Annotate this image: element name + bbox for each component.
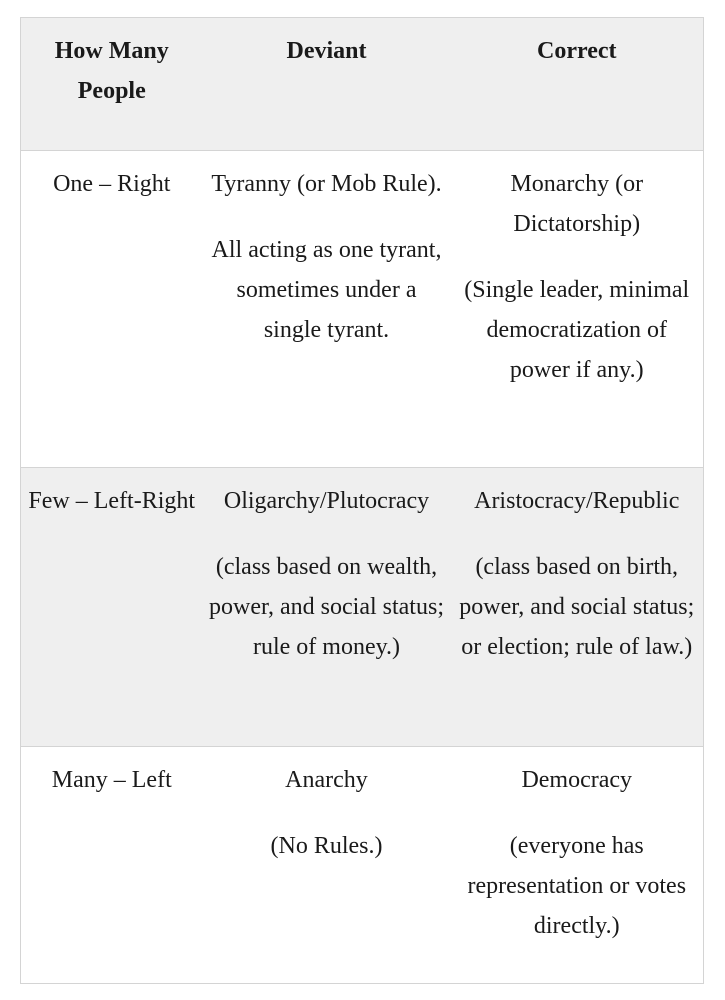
cell-note: (class based on birth, power, and social status; or election; rule of law.) bbox=[459, 554, 695, 660]
table-row bbox=[21, 151, 704, 468]
cell-text: One – Right bbox=[53, 171, 171, 197]
table-row bbox=[21, 747, 704, 984]
cell-correct bbox=[451, 151, 704, 468]
cell-how-many bbox=[21, 151, 203, 468]
cell-text: Many – Left bbox=[51, 767, 172, 793]
cell-text: Democracy bbox=[521, 767, 633, 793]
cell-note: (class based on wealth, power, and social status; rule of money.) bbox=[209, 554, 444, 660]
header-correct: Correct bbox=[451, 18, 704, 151]
government-types-table bbox=[20, 17, 704, 984]
cell-note: (No Rules.) bbox=[270, 833, 383, 859]
cell-text: Monarchy (or Dictatorship) bbox=[510, 171, 644, 237]
cell-correct bbox=[451, 468, 704, 747]
cell-deviant bbox=[203, 468, 451, 747]
cell-note: All acting as one tyrant, sometimes under a single tyrant. bbox=[211, 237, 442, 343]
header-deviant: Deviant bbox=[203, 18, 451, 151]
table-row bbox=[21, 468, 704, 747]
cell-text: Aristocracy/Republic bbox=[474, 488, 680, 514]
cell-text: Oligarchy/Plutocracy bbox=[223, 488, 430, 514]
cell-deviant bbox=[203, 747, 451, 984]
cell-deviant bbox=[203, 151, 451, 468]
header-how-many-people: How Many People bbox=[21, 18, 203, 151]
cell-how-many bbox=[21, 747, 203, 984]
cell-note: (Single leader, minimal democratization of power if any.) bbox=[464, 277, 690, 383]
cell-how-many bbox=[21, 468, 203, 747]
cell-note: (everyone has representation or votes directly.) bbox=[467, 833, 687, 939]
cell-text: Few – Left-Right bbox=[28, 488, 196, 514]
cell-correct bbox=[451, 747, 704, 984]
cell-text: Tyranny (or Mob Rule). bbox=[211, 171, 442, 197]
cell-text: Anarchy bbox=[285, 767, 368, 793]
table-header-row bbox=[21, 18, 704, 151]
